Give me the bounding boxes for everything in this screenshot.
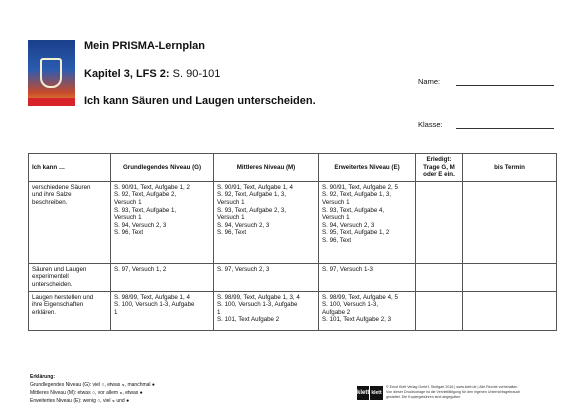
- chapter-line: [84, 68, 220, 80]
- book-cover-image: [28, 40, 75, 106]
- legend-line-e: Erweitertes Niveau (E): wenig ○, viel ◒ und ●: [30, 398, 130, 404]
- legend: [30, 373, 155, 405]
- legend-line-g: Grundlegendes Niveau (G): viel ○, etwas ◒, manchmal ●: [30, 382, 155, 388]
- header-termin: bis Termin: [463, 154, 557, 182]
- cell-ich-kann: Laugen herstellen und ihre Eigenschaften erklären.: [29, 291, 111, 330]
- cell-termin[interactable]: [463, 181, 557, 263]
- cell-erweitert: S. 97, Versuch 1-3: [319, 263, 416, 291]
- learning-goal: Ich kann Säuren und Laugen unterscheiden.: [84, 95, 316, 107]
- chapter-label: Kapitel 3, LFS 2:: [84, 68, 170, 80]
- header-grundlegend: Grundlegendes Niveau (G): [111, 154, 214, 182]
- cell-termin[interactable]: [463, 291, 557, 330]
- page-title: Mein PRISMA-Lernplan: [84, 40, 206, 52]
- class-field[interactable]: [456, 128, 554, 129]
- logo-mark-right: klett: [370, 386, 383, 400]
- logo-mark-left: klett: [357, 386, 369, 400]
- learning-plan-table: [28, 153, 557, 331]
- cell-grundlegend: S. 90/91, Text, Aufgabe 1, 2 S. 92, Text, Aufgabe 2, Versuch 1 S. 93, Text, Aufgabe 1, Versuch 1 S. 94, Versuch 2, 3 S. 96, Text: [111, 181, 214, 263]
- cell-mittel: S. 97, Versuch 2, 3: [214, 263, 319, 291]
- cell-ich-kann: Säuren und Laugen experimentell unterscheiden.: [29, 263, 111, 291]
- name-field[interactable]: [456, 85, 554, 86]
- cell-termin[interactable]: [463, 263, 557, 291]
- legend-heading: Erklärung:: [30, 374, 56, 380]
- cell-mittel: S. 90/91, Text, Aufgabe 1, 4 S. 92, Text, Aufgabe 1, 3, Versuch 1 S. 93, Text, Aufgabe 2, 3, Versuch 1 S. 94, Versuch 2, 3 S. 96, Text: [214, 181, 319, 263]
- cell-ich-kann: verschiedene Säuren und ihre Salze beschreiben.: [29, 181, 111, 263]
- header-mittel: Mittleres Niveau (M): [214, 154, 319, 182]
- cell-mittel: S. 98/99, Text, Aufgabe 1, 3, 4 S. 100, Versuch 1-3, Aufgabe 1 S. 101, Text Aufgabe 2: [214, 291, 319, 330]
- table-header-row: [29, 154, 557, 182]
- cell-grundlegend: S. 98/99, Text, Aufgabe 1, 4 S. 100, Versuch 1-3, Aufgabe 1: [111, 291, 214, 330]
- cell-grundlegend: S. 97, Versuch 1, 2: [111, 263, 214, 291]
- table-row: [29, 263, 557, 291]
- copyright-notice: © Ernst Klett Verlag GmbH, Stuttgart 2016 | www.klett.de | Alle Rechte vorbehalten Von dieser Druckvorlage ist die Vervielfältigung für den eigenen Unterrichtsgebrauch gestattet. Die Kopiergebühren sind abgegolten.: [386, 385, 521, 399]
- table-row: [29, 181, 557, 263]
- cover-band: [28, 98, 75, 106]
- class-label: Klasse:: [418, 120, 443, 129]
- klett-logo: [357, 386, 383, 400]
- cell-erledigt[interactable]: [416, 181, 463, 263]
- cell-erledigt[interactable]: [416, 291, 463, 330]
- name-label: Name:: [418, 77, 441, 86]
- header-erledigt: Erledigt: Trage G, M oder E ein.: [416, 154, 463, 182]
- cell-erweitert: S. 98/99, Text, Aufgabe 4, 5 S. 100, Versuch 1-3, Aufgabe 2 S. 101, Text Aufgabe 2, 3: [319, 291, 416, 330]
- cell-erweitert: S. 90/91, Text, Aufgabe 2, 5 S. 92, Text, Aufgabe 1, 3, Versuch 1 S. 93, Text, Aufgabe 4, Versuch 1 S. 94, Versuch 2, 3 S. 95, Text, Aufgabe 1, 2 S. 96, Text: [319, 181, 416, 263]
- header-ich-kann: Ich kann …: [29, 154, 111, 182]
- chapter-pages: S. 90-101: [169, 68, 221, 80]
- header-erweitert: Erweitertes Niveau (E): [319, 154, 416, 182]
- cell-erledigt[interactable]: [416, 263, 463, 291]
- flask-icon: [40, 58, 62, 88]
- table-row: [29, 291, 557, 330]
- legend-line-m: Mittleres Niveau (M): etwas ○, vor allem ◒, etwas ●: [30, 390, 143, 396]
